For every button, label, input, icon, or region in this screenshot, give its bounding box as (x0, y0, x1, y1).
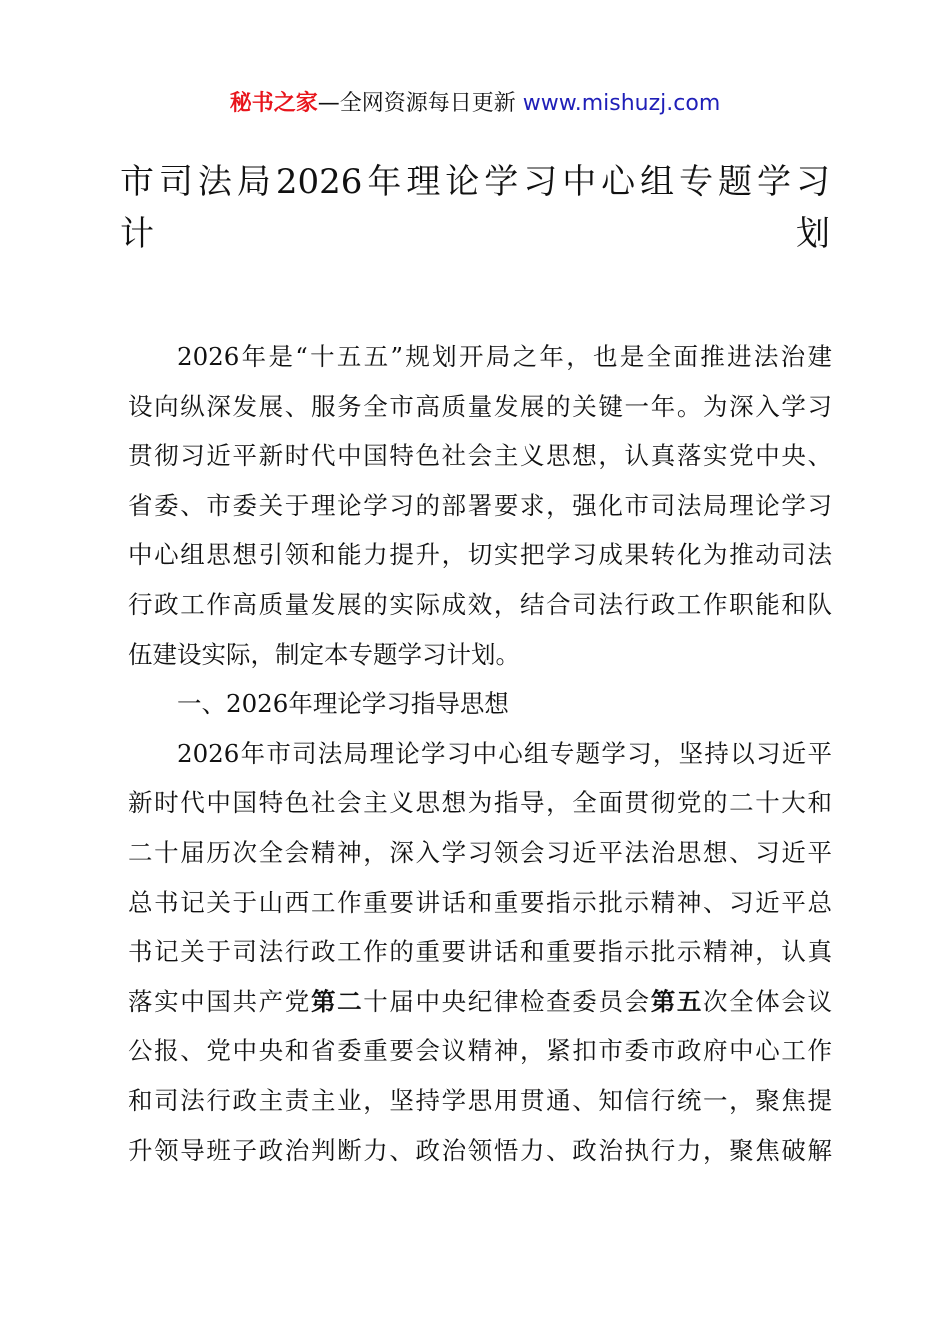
text-line: 和司法行政主责主业，坚持学思用贯通、知信行统一，聚焦提 (128, 1085, 832, 1115)
section-heading (128, 679, 832, 729)
text-line: 二十届历次全会精神，深入学习领会习近平法治思想、习近平 (128, 837, 832, 867)
text-line: 中心组思想引领和能力提升，切实把学习成果转化为推动司法 (128, 540, 832, 570)
text-segment: 十届中央纪律检查委员会 (363, 986, 651, 1016)
text-segment: 次全体会议 (703, 986, 833, 1016)
document-title (120, 156, 830, 260)
section-1-paragraph (128, 729, 832, 1175)
site-brand: 秘书之家 (229, 91, 318, 116)
intro-paragraph (128, 332, 832, 679)
bold-text-segment: 第二 (310, 986, 364, 1016)
text-line: 2026年是“十五五”规划开局之年，也是全面推进法治建 (177, 342, 832, 371)
text-line: 2026年市司法局理论学习中心组专题学习，坚持以习近平 (177, 738, 832, 768)
section-1-heading: 一、2026年理论学习指导思想 (177, 689, 509, 719)
text-line-with-bold (128, 977, 832, 1027)
text-line: 新时代中国特色社会主义思想为指导，全面贯彻党的二十大和 (128, 788, 832, 818)
text-line: 升领导班子政治判断力、政治领悟力、政治执行力，聚焦破解 (128, 1135, 832, 1165)
text-line: 总书记关于山西工作重要讲话和重要指示批示精神、习近平总 (128, 887, 832, 917)
document-body (128, 332, 832, 1175)
site-url-link[interactable]: www.mishuzj.com (522, 91, 721, 116)
text-line: 贯彻习近平新时代中国特色社会主义思想，认真落实党中央、 (128, 441, 832, 471)
bold-text-segment: 第五 (650, 986, 703, 1016)
title-line-1: 市司法局2026年理论学习中心组专题学习 (120, 162, 830, 202)
text-line: 书记关于司法行政工作的重要讲话和重要指示批示精神，认真 (128, 937, 832, 967)
text-segment: 落实中国共产党 (128, 986, 311, 1016)
text-line: 设向纵深发展、服务全市高质量发展的关键一年。为深入学习 (128, 391, 832, 421)
title-line-2: 计划 (120, 214, 830, 254)
text-line: 行政工作高质量发展的实际成效，结合司法行政工作职能和队 (128, 589, 832, 619)
text-line: 省委、市委关于理论学习的部署要求，强化市司法局理论学习 (128, 490, 832, 520)
site-tagline: —全网资源每日更新 (317, 91, 516, 116)
text-line: 公报、党中央和省委重要会议精神，紧扣市委市政府中心工作 (128, 1036, 832, 1066)
site-header (0, 88, 950, 120)
text-line: 伍建设实际，制定本专题学习计划。 (128, 639, 520, 669)
